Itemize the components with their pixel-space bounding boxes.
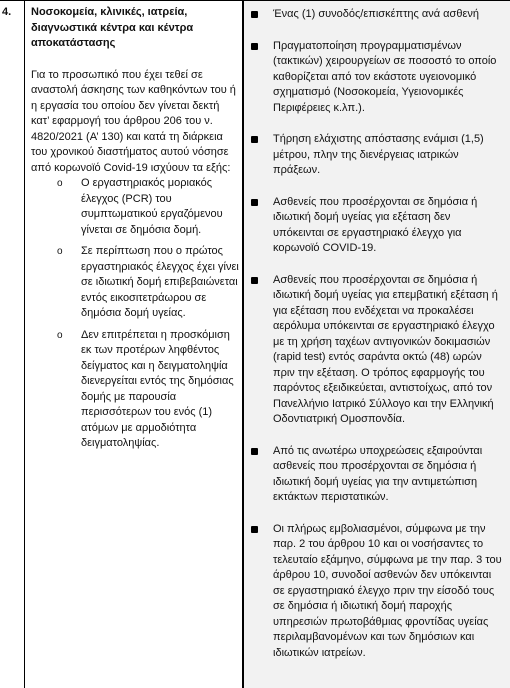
- category-cell: [25, 1, 244, 688]
- list-item-text: Οι πλήρως εμβολιασμένοι, σύμφωνα με την παρ. 2 του άρθρου 10 και οι νοσήσαντες το τελευταίο εξάμηνο, σύμφωνα με την παρ. 3 του άρθρου 10, συνοδοί ασθενών δεν υπόκεινται σε εργαστηριακό έλεγχο πριν την είσοδό τους σε δημόσια ή ιδιωτική δομή παροχής υπηρεσιών πρωτοβάθμιας φροντίδας υγείας περιλαμβανομένων και των δημόσιων και ιδιωτικών ιατρείων.: [273, 522, 502, 659]
- measures-list: [249, 7, 504, 661]
- square-bullet-icon: [251, 199, 258, 206]
- list-item-text: Πραγματοποίηση προγραμματισμένων (τακτικών) χειρουργείων σε ποσοστό το οποίο καθορίζεται από τον εκάστοτε υγειονομικό σχηματισμό (Νοσοκομεία, Υγειονομικές Περιφέρειες κ.λπ.).: [273, 39, 497, 114]
- row-number: 4.: [2, 6, 12, 18]
- list-item-text: Ασθενείς που προσέρχονται σε δημόσια ή ιδιωτική δομή υγείας για επεμβατική εξέταση ή για εξέταση που ενδέχεται να προκαλέσει αερόλυμα υπόκεινται σε εργαστηριακό έλεγχο με τη χρήση ταχέων αντιγονικών δοκιμασιών (rapid test) εντός σαράντα οκτώ (48) ωρών πριν την εξέταση. Ο τρόπος εφαρμογής του παρόντος εξειδικεύεται, αντιστοίχως, από τον Πανελλήνιο Ιατρικό Σύλλογο και την Ελληνική Οδοντιατρική Ομοσπονδία.: [273, 273, 498, 425]
- list-item: [249, 39, 504, 117]
- list-item: [249, 132, 504, 179]
- list-item-text: Ο εργαστηριακός μοριακός έλεγχος (PCR) του συμπτωματικού εργαζόμενου γίνεται σε δημόσια δομή.: [81, 177, 223, 236]
- list-item: [31, 244, 239, 322]
- square-bullet-icon: [251, 11, 258, 18]
- list-item-text: Δεν επιτρέπεται η προσκόμιση εκ των προτέρων ληφθέντος δείγματος και η δειγματοληψία διενεργείται εντός της δημόσιας δομής με παρουσία περισσότερων του ενός (1) ατόμων με αρμοδιότητα δειγματοληψίας.: [81, 328, 234, 449]
- circle-bullet-icon: o: [57, 246, 63, 257]
- category-content: [31, 5, 239, 452]
- list-item: [31, 328, 239, 452]
- category-intro: Για το προσωπικό που έχει τεθεί σε αναστολή άσκησης των καθηκόντων του ή η εργασία του οποίου δεν γίνεται δεκτή κατ’ εφαρμογή του άρθρου 206 του ν. 4820/2021 (Α’ 130) και κατά τη διάρκεια του χρονικού διαστήματος αυτού νόσησε από κορωνοϊό Covid-19 ισχύουν τα εξής:: [31, 68, 236, 174]
- list-item: [249, 273, 504, 428]
- list-item-text: Ασθενείς που προσέρχονται σε δημόσια ή ιδιωτική δομή υγείας για εξέταση δεν υπόκεινται σε εργαστηριακό έλεγχο για κορωνοϊό COVID-19.: [273, 195, 478, 254]
- list-item-text: Τήρηση ελάχιστης απόστασης ενάμισι (1,5) μέτρου, πλην της διενέργειας ιατρικών πράξεων.: [273, 133, 484, 176]
- list-item: [249, 7, 504, 23]
- list-item: [249, 522, 504, 662]
- square-bullet-icon: [251, 277, 258, 284]
- list-item: [249, 444, 504, 506]
- list-item-text: Από τις ανωτέρω υποχρεώσεις εξαιρούνται ασθενείς που προσέρχονται σε δημόσια ή ιδιωτική δομή υγείας για την αντιμετώπιση εκτάκτων περιστατικών.: [273, 444, 483, 503]
- list-item-text: Σε περίπτωση που ο πρώτος εργαστηριακός έλεγχος έχει γίνει σε ιδιωτική δομή επιβεβαιώνεται εντός εικοσιτετράωρου σε δημόσια δομή υγείας.: [81, 245, 239, 319]
- measures-content: [249, 7, 504, 677]
- square-bullet-icon: [251, 136, 258, 143]
- square-bullet-icon: [251, 526, 258, 533]
- list-item: [31, 176, 239, 238]
- square-bullet-icon: [251, 448, 258, 455]
- list-item-text: Ένας (1) συνοδός/επισκέπτης ανά ασθενή: [273, 8, 479, 20]
- circle-bullet-icon: o: [57, 178, 63, 189]
- row-number-cell: [0, 1, 25, 688]
- measures-cell: [244, 1, 510, 688]
- square-bullet-icon: [251, 43, 258, 50]
- testing-rules-list: [31, 176, 239, 452]
- circle-bullet-icon: o: [57, 329, 63, 341]
- category-title: Νοσοκομεία, κλινικές, ιατρεία, διαγνωστικά κέντρα και κέντρα αποκατάστασης: [31, 6, 194, 49]
- list-item: [249, 195, 504, 257]
